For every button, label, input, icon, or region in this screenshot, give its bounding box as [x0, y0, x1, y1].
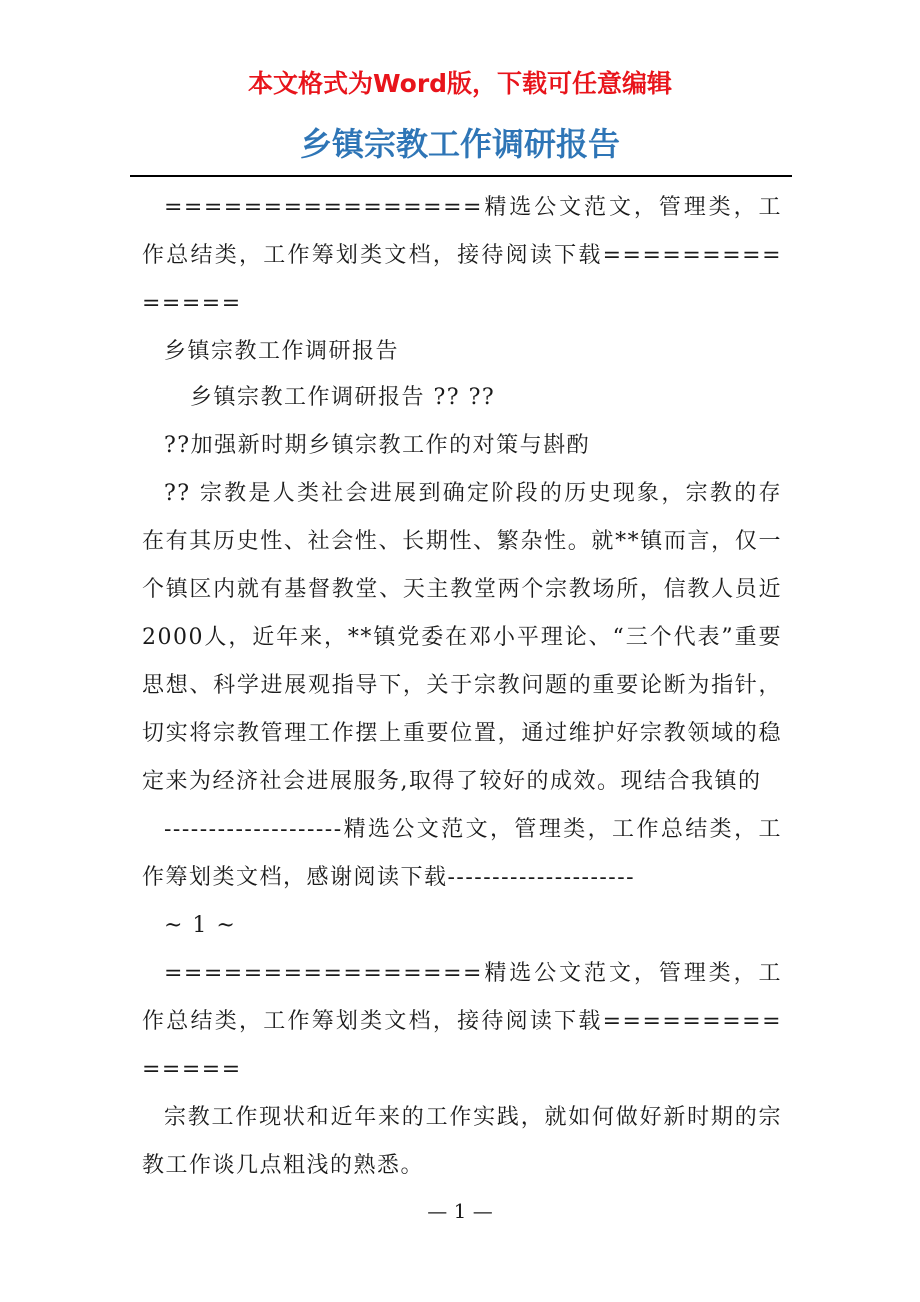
- download-banner: 本文格式为Word版，下载可任意编辑: [247, 69, 673, 98]
- promo-line: ================精选公文范文，管理类，工作总结类，工作筹划类文档，接待阅读下载==============: [142, 195, 782, 316]
- page-number: — 1 —: [427, 1199, 493, 1223]
- page-marker: ~ 1 ~: [164, 913, 237, 938]
- document-intro: [142, 184, 782, 376]
- body-paragraph-continued: 宗教工作现状和近年来的工作实践，就如何做好新时期的宗教工作谈几点粗浅的熟悉。: [142, 1105, 782, 1178]
- section-subheading: ??加强新时期乡镇宗教工作的对策与斟酌: [164, 433, 591, 458]
- document-title: 乡镇宗教工作调研报告: [299, 125, 620, 163]
- section-heading: 乡镇宗教工作调研报告 ?? ??: [190, 385, 496, 410]
- document-subtitle: 乡镇宗教工作调研报告: [164, 339, 400, 364]
- title-divider: [130, 175, 792, 177]
- document-body: [142, 374, 782, 1190]
- promo-line-repeat: ================精选公文范文，管理类，工作总结类，工作筹划类文档，接待阅读下载==============: [142, 961, 782, 1082]
- promo-dash-line: --------------------精选公文范文，管理类，工作总结类，工作筹划类文档，感谢阅读下载---------------------: [142, 817, 782, 890]
- body-paragraph: ?? 宗教是人类社会进展到确定阶段的历史现象，宗教的存在有其历史性、社会性、长期性、繁杂性。就**镇而言，仅一个镇区内就有基督教堂、天主教堂两个宗教场所，信教人员近2000人，近年来，**镇党委在邓小平理论、“三个代表”重要思想、科学进展观指导下，关于宗教问题的重要论断为指针，切实将宗教管理工作摆上重要位置，通过维护好宗教领域的稳定来为经济社会进展服务,取得了较好的成效。现结合我镇的: [142, 481, 782, 794]
